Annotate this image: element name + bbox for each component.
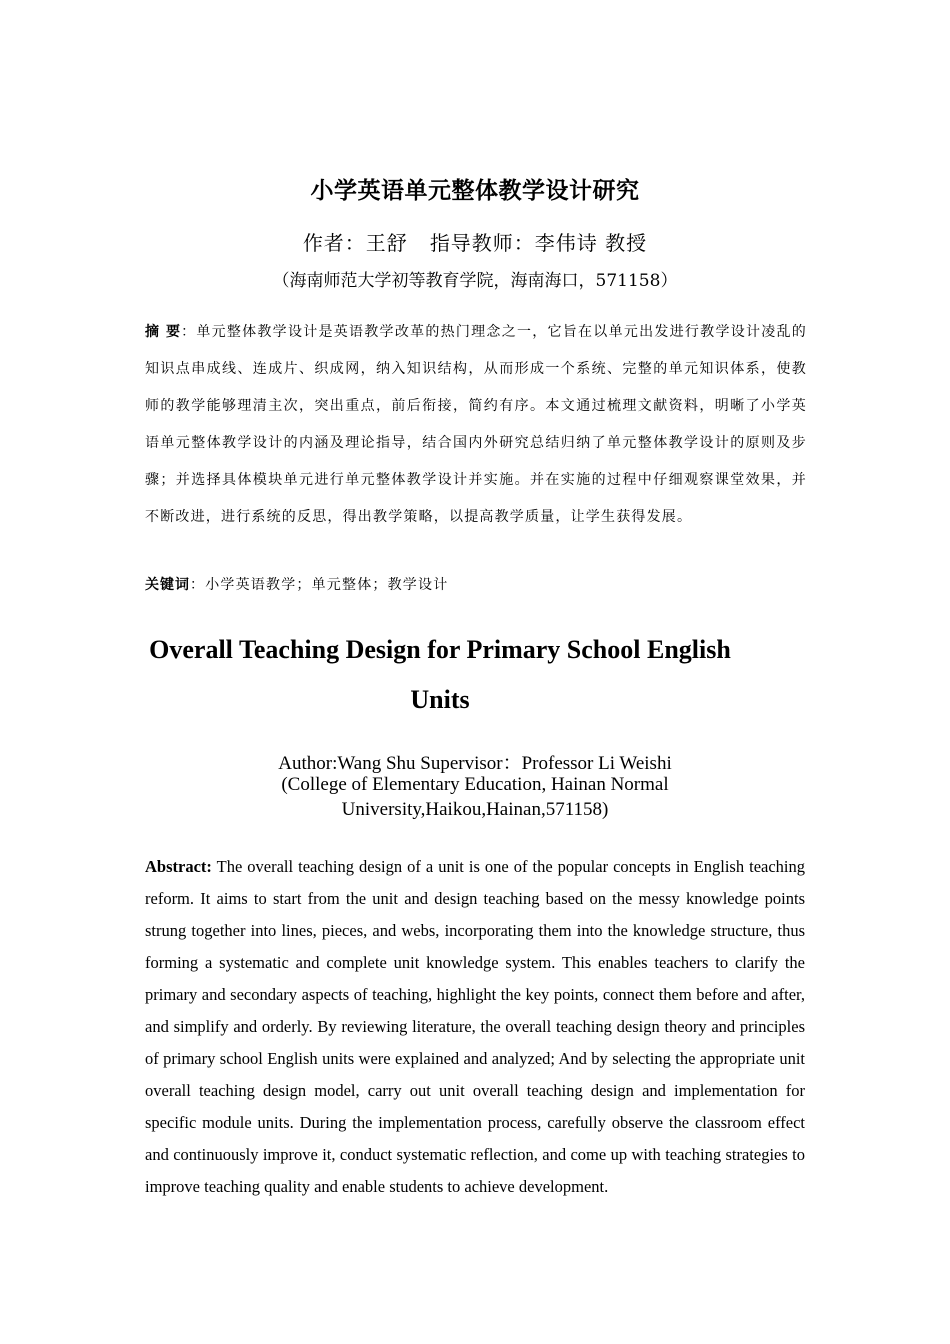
chinese-title: 小学英语单元整体教学设计研究 <box>310 177 640 204</box>
chinese-keywords-label: 关键词 <box>145 577 190 593</box>
english-affiliation: (College of Elementary Education, Hainan Normal University,Haikou,Hainan,571158) <box>281 774 669 820</box>
chinese-supervisor: 指导教师：李伟诗 教授 <box>429 231 648 255</box>
chinese-abstract <box>145 314 807 536</box>
chinese-keywords-text: ：小学英语教学；单元整体；教学设计 <box>190 577 449 593</box>
english-abstract-label: Abstract: <box>145 857 212 876</box>
english-author-line: Author:Wang Shu Supervisor：Professor Li Weishi <box>278 753 672 774</box>
chinese-abstract-text: ：单元整体教学设计是英语教学改革的热门理念之一，它旨在以单元出发进行教学设计凌乱的知识点串成线、连成片、织成网，纳入知识结构，从而形成一个系统、完整的单元知识体系，使教师的教学能够理清主次，突出重点，前后衔接，简约有序。本文通过梳理文献资料，明晰了小学英语单元整体教学设计的内涵及理论指导，结合国内外研究总结归纳了单元整体教学设计的原则及步骤；并选择具体模块单元进行单元整体教学设计并实施。并在实施的过程中仔细观察课堂效果，并不断改进，进行系统的反思，得出教学策略，以提高教学质量，让学生获得发展。 <box>145 324 807 525</box>
chinese-author: 作者：王舒 <box>302 231 408 255</box>
chinese-affiliation: （海南师范大学初等教育学院，海南海口，571158） <box>272 271 678 291</box>
chinese-keywords <box>145 574 807 594</box>
chinese-abstract-label: 摘 要 <box>145 324 182 340</box>
chinese-author-line <box>0 227 950 256</box>
english-abstract <box>145 851 805 1203</box>
english-abstract-text: The overall teaching design of a unit is one of the popular concepts in English teaching reform. It aims to start from the unit and design teaching based on the messy knowledge points strung together into lines, pieces, and webs, incorporating them into the knowledge structure, thus forming a systematic and complete unit knowledge system. This enables teachers to clarify the primary and secondary aspects of teaching, highlight the key points, connect them before and after, and simplify and orderly. By reviewing literature, the overall teaching design theory and principles of primary school English units were explained and analyzed; And by selecting the appropriate unit overall teaching design model, carry out unit overall teaching design and implementation for specific module units. During the implementation process, carefully observe the classroom effect and continuously improve it, conduct systematic reflection, and come up with teaching strategies to improve teaching quality and enable students to achieve development. <box>145 857 805 1196</box>
english-title: Overall Teaching Design for Primary School English Units <box>149 635 731 714</box>
